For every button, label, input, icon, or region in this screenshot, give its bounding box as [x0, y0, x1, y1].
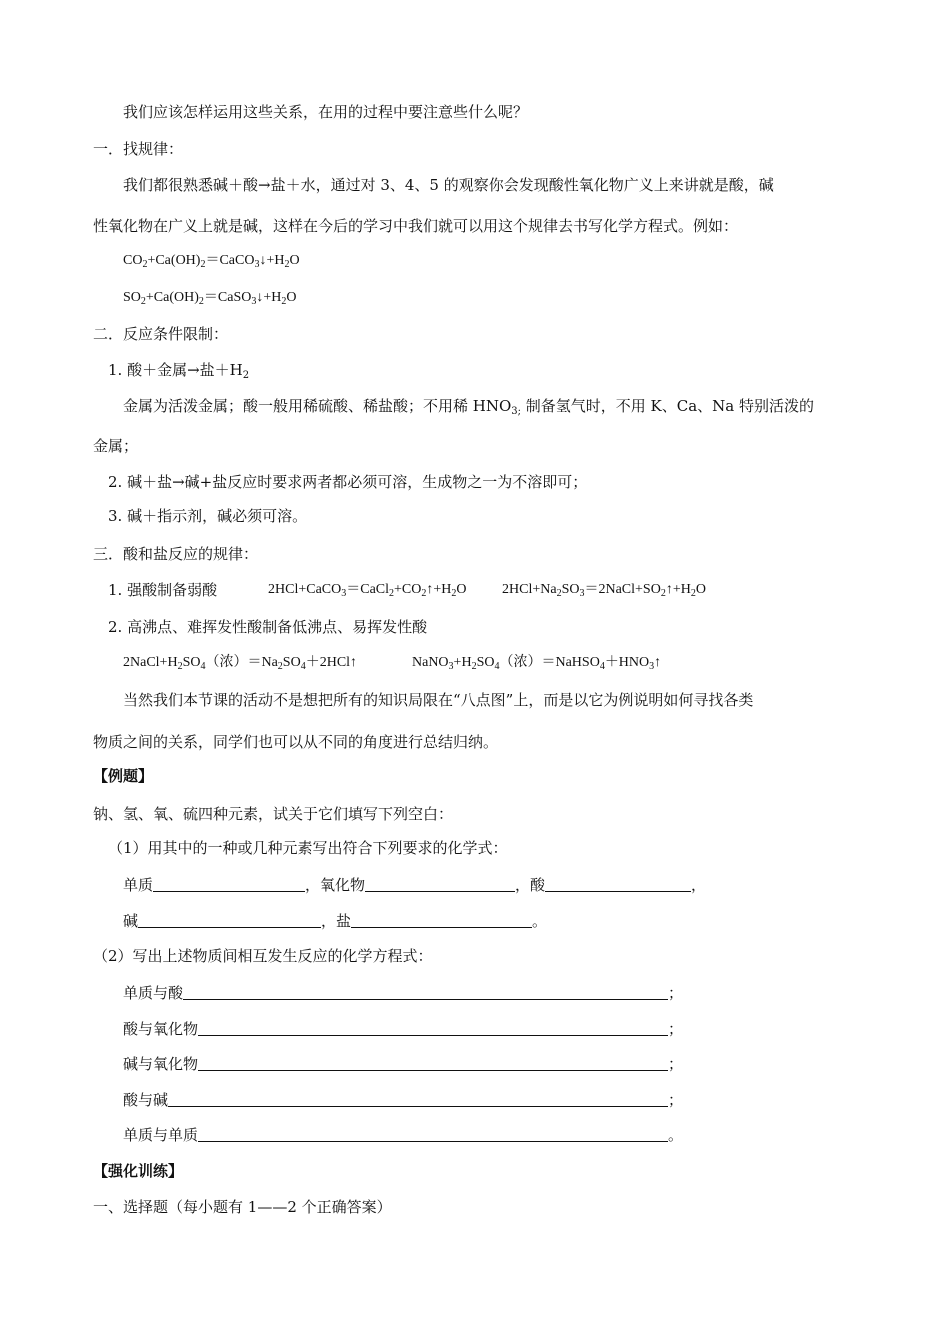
answer-row: 碱与氧化物 ；	[123, 1055, 684, 1073]
answer-row: 酸与氧化物 ；	[123, 1020, 684, 1038]
paragraph-line: 金属；	[93, 437, 139, 455]
equation: $SO_2+Ca(OH)_2=CaSO_3↓+H_2O$	[123, 290, 297, 307]
answer-blank[interactable]	[198, 1055, 668, 1071]
paragraph-line: 当然我们本节课的活动不是想把所有的知识局限在“八点图”上，而是以它为例说明如何寻找各类	[123, 691, 754, 709]
training-heading: 【强化训练】	[93, 1162, 184, 1180]
example-stem: 钠、氢、氧、硫四种元素，试关于它们填写下列空白：	[93, 805, 454, 823]
answer-row: 碱 ，盐 。	[123, 912, 548, 930]
list-item: 3. 碱＋指示剂，碱必须可溶。	[108, 507, 308, 525]
equation: $2HCl+CaCO_3=CaCl_2+CO_2↑+H_2O$	[268, 582, 467, 599]
answer-row: 酸与碱 ；	[123, 1091, 684, 1109]
answer-blank[interactable]	[198, 1020, 668, 1036]
section-heading-2: 二．反应条件限制：	[93, 325, 229, 343]
section-heading-3: 三．酸和盐反应的规律：	[93, 545, 259, 563]
answer-row: 单质与单质 。	[123, 1126, 684, 1144]
intro-text: 我们应该怎样运用这些关系，在用的过程中要注意些什么呢？	[123, 103, 529, 121]
list-item: 2. 高沸点、难挥发性酸制备低沸点、易挥发性酸	[108, 618, 428, 636]
question-2: （2）写出上述物质间相互发生反应的化学方程式：	[93, 947, 433, 965]
question-1: （1）用其中的一种或几种元素写出符合下列要求的化学式：	[108, 839, 508, 857]
equation: $CO_2+Ca(OH)_2=CaCO_3↓+H_2O$	[123, 253, 300, 270]
example-heading: 【例题】	[93, 767, 154, 785]
answer-blank[interactable]	[198, 1126, 668, 1142]
answer-blank[interactable]	[153, 876, 305, 892]
answer-blank[interactable]	[365, 876, 515, 892]
answer-blank[interactable]	[545, 876, 691, 892]
equation: $2NaCl+H_2SO_4$（浓）$=Na_2SO_4+2HCl↑$	[123, 655, 358, 672]
list-item: 1. 强酸制备弱酸	[108, 581, 218, 599]
paragraph-line: 我们都很熟悉碱＋酸→盐＋水，通过对 3、4、5 的观察你会发现酸性氧化物广义上来讲就是酸，碱	[123, 176, 774, 194]
equation: $NaNO_3+H_2SO_4$（浓）$=NaHSO_4+HNO_3↑$	[412, 655, 662, 672]
paragraph-line: 物质之间的关系，同学们也可以从不同的角度进行总结归纳。	[93, 733, 499, 751]
answer-row: 单质与酸 ；	[123, 984, 684, 1002]
section-heading-1: 一．找规律：	[93, 140, 184, 158]
answer-blank[interactable]	[351, 912, 532, 928]
paragraph-line: 金属为活泼金属；酸一般用稀硫酸、稀盐酸；不用稀 $HNO_{3;}$ 制备氢气时，不用 K、Ca、Na 特别活泼的	[123, 397, 815, 417]
answer-blank[interactable]	[138, 912, 321, 928]
answer-blank[interactable]	[168, 1091, 668, 1107]
list-item: 1. 酸＋金属→盐$+H_2$	[108, 361, 250, 381]
paragraph-line: 性氧化物在广义上就是碱，这样在今后的学习中我们就可以用这个规律去书写化学方程式。例如：	[93, 217, 739, 235]
answer-row: 单质 ，氧化物 ，酸 ，	[123, 876, 707, 894]
list-item: 2. 碱＋盐→碱+盐反应时要求两者都必须可溶，生成物之一为不溶即可；	[108, 473, 588, 491]
training-section-1: 一、选择题（每小题有 1——2 个正确答案）	[93, 1198, 392, 1216]
equation: $2HCl+Na_2SO_3=2NaCl+SO_2↑+H_2O$	[502, 582, 706, 599]
answer-blank[interactable]	[183, 984, 668, 1000]
